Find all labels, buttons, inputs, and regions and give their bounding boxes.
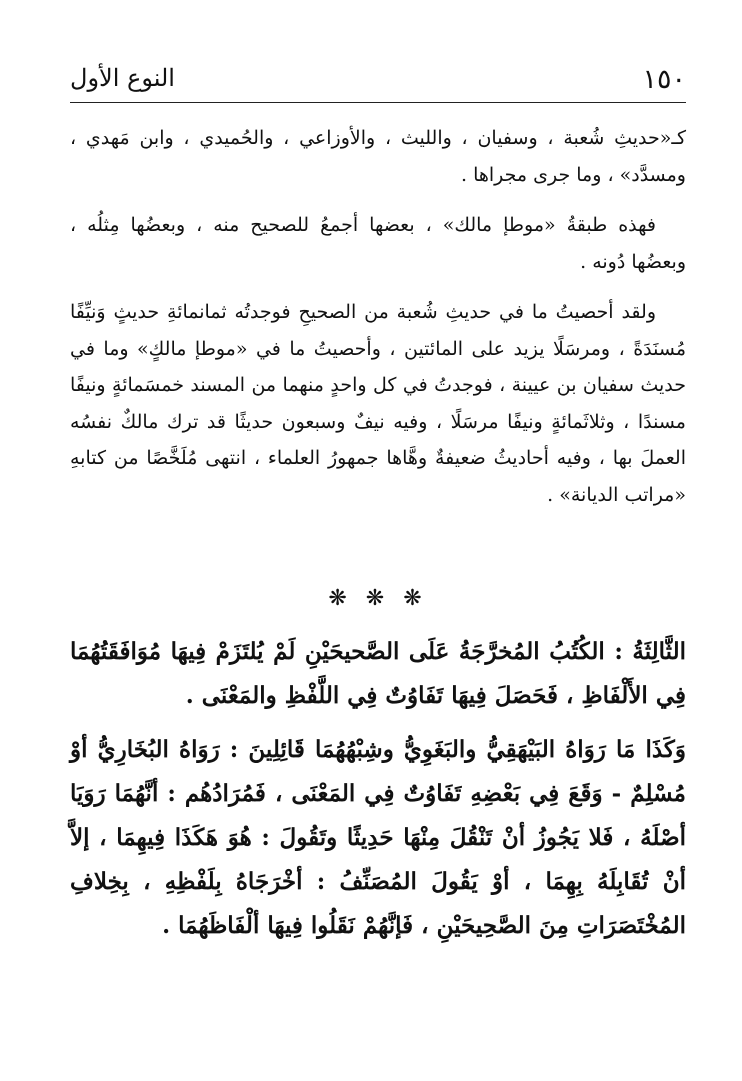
- main-paragraph-1: الثَّالِثَةُ : الكُتُبُ المُخرَّجَةُ عَلَى الصَّحيحَيْنِ لَمْ يُلتَزَمْ فِيهَا مُوَافَقَتُهُمَا فِي الأَلْفَاظِ ، فَحَصَلَ فِيهَا تَفَاوُتٌ فِي اللَّفْظِ والمَعْنَى .: [70, 638, 686, 709]
- page-number: ١٥٠: [642, 64, 686, 95]
- quote-paragraph-2: فهذه طبقةُ «موطإ مالك» ، بعضها أجمعُ للصحيح منه ، وبعضُها مِثلُه ، وبعضُها دُونه .: [70, 214, 686, 273]
- quote-paragraph-1: كـ«حديثِ شُعبة ، وسفيان ، والليث ، والأوزاعي ، والحُميدي ، وابن مَهدي ، ومسدَّد» ، وما جرى مجراها .: [70, 127, 686, 186]
- book-page: [70, 0, 686, 1081]
- page-header: [70, 58, 686, 103]
- main-text: [70, 630, 686, 958]
- quoted-passage: [70, 120, 686, 527]
- quote-paragraph-3: ولقد أحصيتُ ما في حديثِ شُعبة من الصحيحِ فوجدتُه ثمانمائةِ حديثٍ وَنيِّفًا مُسنَدَةً ، ومرسَلًا يزيد على المائتين ، وأحصيتُ ما في «موطإ مالكٍ» وما في حديث سفيان بن عيينة ، فوجدتُ في كل واحدٍ منهما من المسند خمسَمائةٍ ونيفًا مسندًا ، وثلاثَمائةٍ ونيفًا مرسَلًا ، وفيه نيفٌ وسبعون حديثًا قد ترك مالكٌ نفسُه العملَ بها ، وفيه أحاديثُ ضعيفةٌ وهَّاها جمهورُ العلماء ، انتهى مُلَخَّصًا من كتابهِ «مراتب الديانة» .: [70, 301, 686, 506]
- main-paragraph-2: وَكَذَا مَا رَوَاهُ البَيْهَقِيُّ والبَغَوِيُّ وشِبْهُهُمَا قَائِلِينَ : رَوَاهُ البُخَارِيُّ أوْ مُسْلِمٌ - وَقَعَ فِي بَعْضِهِ تَفَاوُتٌ فِي المَعْنَى ، فَمُرَادُهُم : أنَّهُمَا رَوَيَا أصْلَهُ ، فَلا يَجُوزُ أنْ تَنْقُلَ مِنْهَا حَدِيثًا وتَقُولَ : هُوَ هَكَذَا فِيهِمَا ، إلاَّ أنْ تُقَابِلَهُ بِهِمَا ، أوْ يَقُولَ المُصَنِّفُ : أخْرَجَاهُ بِلَفْظِهِ ، بِخِلافِ المُخْتَصَرَاتِ مِنَ الصَّحِيحَيْنِ ، فَإنَّهُمْ نَقَلُوا فِيهَا ألْفَاظَهُمَا .: [70, 736, 686, 939]
- section-separator: ❋ ❋ ❋: [328, 586, 428, 611]
- running-head: النوع الأول: [70, 64, 175, 92]
